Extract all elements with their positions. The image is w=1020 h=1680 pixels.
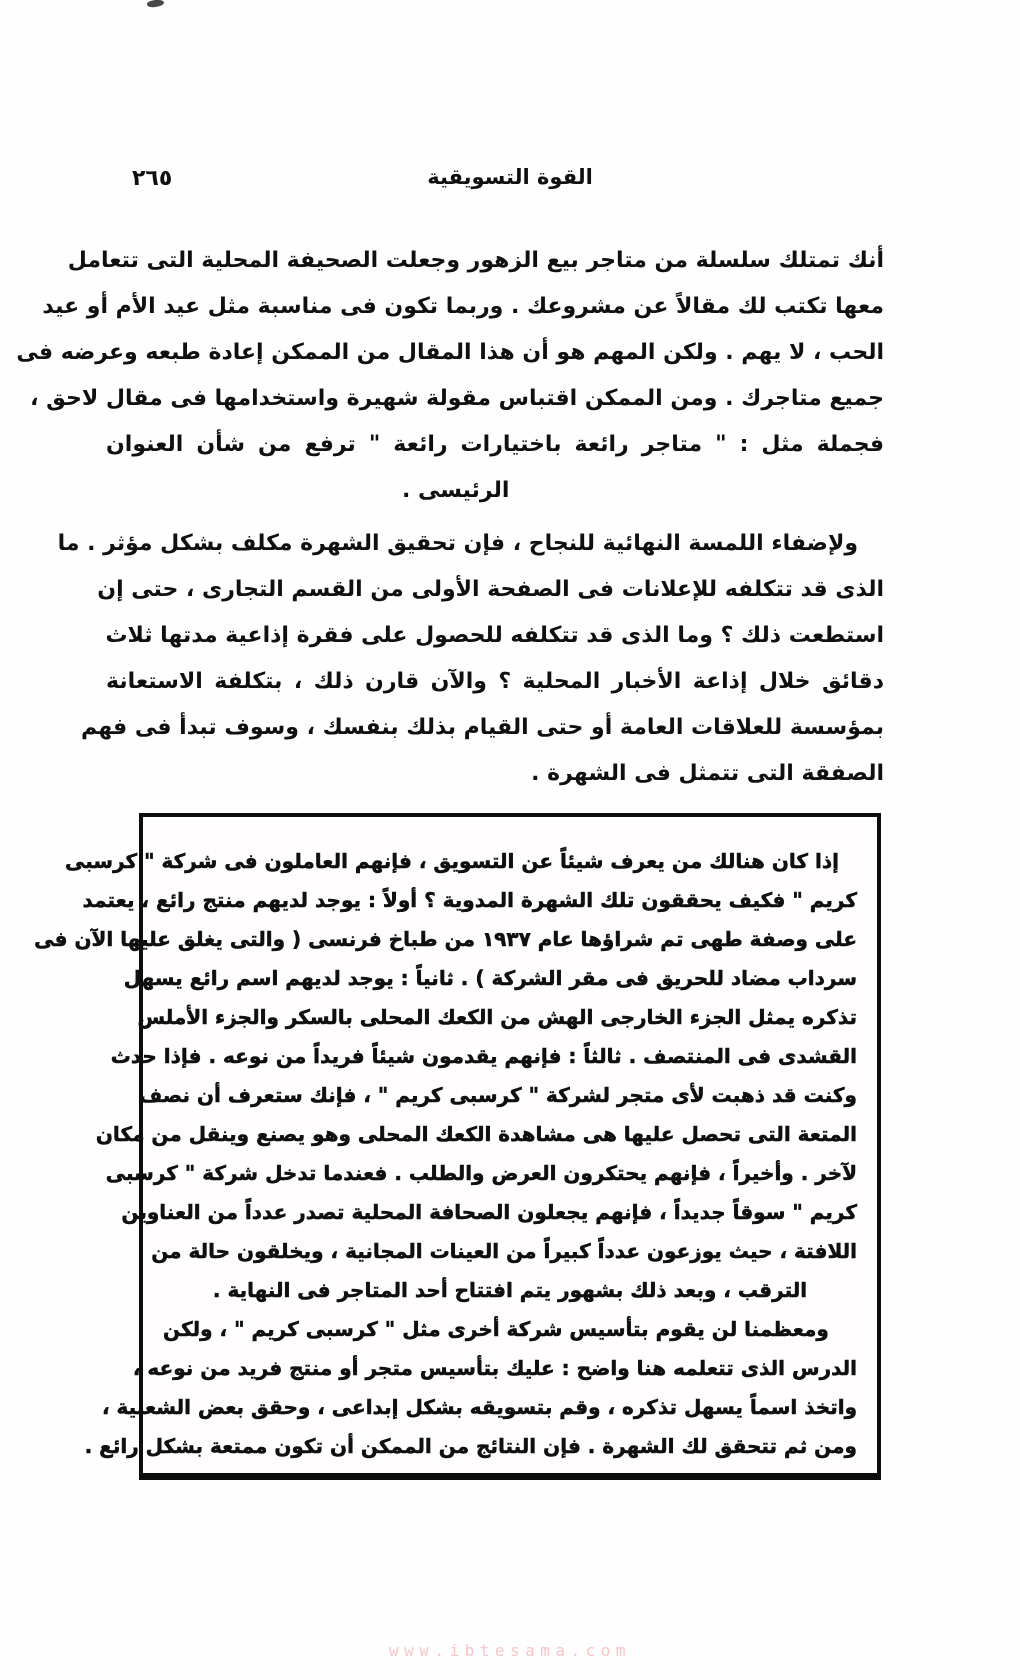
body-line: دقائق خلال إذاعة الأخبار المحلية ؟ والآن قارن ذلك ، بتكلفة الاستعانة: [106, 669, 884, 694]
box-line: ومعظمنا لن يقوم بتأسيس شركة أخرى مثل " كرسبى كريم " ، ولكن: [163, 1317, 829, 1341]
body-line: الصفقة التى تتمثل فى الشهرة .: [531, 761, 884, 786]
box-line: وكنت قد ذهبت لأى متجر لشركة " كرسبى كريم " ، فإنك ستعرف أن نصف: [138, 1083, 857, 1107]
body-line: الرئيسى .: [402, 478, 510, 503]
box-line: إذا كان هنالك من يعرف شيئاً عن التسويق ، فإنهم العاملون فى شركة " كرسبى: [65, 849, 839, 873]
body-line: بمؤسسة للعلاقات العامة أو حتى القيام بذلك بنفسك ، وسوف تبدأ فى فهم: [81, 715, 884, 740]
watermark-text: www.ibtesama.com: [388, 1641, 632, 1660]
box-line: كريم " سوقاً جديداً ، فإنهم يجعلون الصحافة المحلية تصدر عدداً من العناوين: [121, 1200, 857, 1224]
body-line: الحب ، لا يهم . ولكن المهم هو أن هذا المقال من الممكن إعادة طبعه وعرضه فى: [16, 340, 884, 365]
body-line: فجملة مثل : " متاجر رائعة باختيارات رائعة " ترفع من شأن العنوان: [106, 432, 884, 457]
body-line: استطعت ذلك ؟ وما الذى قد تتكلفه للحصول على فقرة إذاعية مدتها ثلاث: [105, 623, 884, 648]
box-line: المتعة التى تحصل عليها هى مشاهدة الكعك المحلى وهو يصنع وينقل من مكان: [95, 1122, 857, 1146]
box-line: اللافتة ، حيث يوزعون عدداً كبيراً من العينات المجانية ، ويخلقون حالة من: [151, 1239, 857, 1263]
body-line: جميع متاجرك . ومن الممكن اقتباس مقولة شهيرة واستخدامها فى مقال لاحق ،: [30, 386, 884, 411]
box-line: كريم " فكيف يحققون تلك الشهرة المدوية ؟ أولاً : يوجد لديهم منتج رائع ، يعتمد: [82, 888, 857, 912]
page-number: ٢٦٥: [132, 166, 173, 191]
scan-artifact-mark: [147, 0, 165, 8]
body-line: أنك تمتلك سلسلة من متاجر بيع الزهور وجعلت الصحيفة المحلية التى تتعامل: [67, 248, 884, 273]
box-line: القشدى فى المنتصف . ثالثاً : فإنهم يقدمون شيئاً فريداً من نوعه . فإذا حدث: [110, 1044, 857, 1068]
box-line: ومن ثم تتحقق لك الشهرة . فإن النتائج من الممكن أن تكون ممتعة بشكل رائع .: [84, 1434, 857, 1458]
box-line: لآخر . وأخيراً ، فإنهم يحتكرون العرض والطلب . فعندما تدخل شركة " كرسبى: [105, 1161, 857, 1185]
box-line: الترقب ، وبعد ذلك بشهور يتم افتتاح أحد المتاجر فى النهاية .: [212, 1278, 808, 1302]
body-line: الذى قد تتكلفه للإعلانات فى الصفحة الأولى من القسم التجارى ، حتى إن: [97, 577, 884, 602]
body-line: ولإضفاء اللمسة النهائية للنجاح ، فإن تحقيق الشهرة مكلف بشكل مؤثر . ما: [57, 531, 858, 556]
box-line: تذكره يمثل الجزء الخارجى الهش من الكعك المحلى بالسكر والجزء الأملس: [137, 1005, 857, 1029]
box-line: واتخذ اسماً يسهل تذكره ، وقم بتسويقه بشكل إبداعى ، وحقق بعض الشعبية ،: [101, 1395, 857, 1419]
body-paragraph-2: [57, 521, 884, 797]
body-line: معها تكتب لك مقالاً عن مشروعك . وربما تكون فى مناسبة مثل عيد الأم أو عيد: [42, 294, 884, 319]
highlight-box: [34, 813, 881, 1480]
page-title: القوة التسويقية: [427, 165, 593, 189]
box-line: الدرس الذى تتعلمه هنا واضح : عليك بتأسيس متجر أو منتج فريد من نوعه ،: [132, 1356, 857, 1380]
box-line: على وصفة طهى تم شراؤها عام ١٩٣٧ من طباخ فرنسى ( والتى يغلق عليها الآن فى: [34, 927, 857, 951]
body-paragraph-1: [16, 238, 884, 514]
box-line: سرداب مضاد للحريق فى مقر الشركة ) . ثانياً : يوجد لديهم اسم رائع يسهل: [123, 966, 857, 990]
